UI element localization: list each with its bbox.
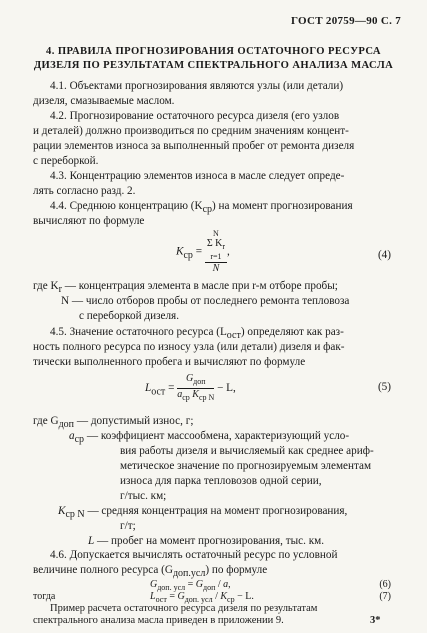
page-footer-marker: 3* <box>370 615 381 626</box>
where-5-line-3: вия работы дизеля и вычисляемый как среднее ариф- <box>120 445 374 457</box>
where-5-line-6: г/тыс. км; <box>120 490 167 502</box>
section-title-line-1: 4. ПРАВИЛА ПРОГНОЗИРОВАНИЯ ОСТАТОЧНОГО РЕСУРСА <box>46 46 381 57</box>
where-5-line-2: $a_{ср}$ — коэффициент массообмена, характеризующий усло- <box>69 430 350 446</box>
para-4-2-line-1: 4.2. Прогнозирование остаточного ресурса дизеля (его узлов <box>50 110 340 122</box>
where-5-line-8: г/т; <box>120 520 136 532</box>
where-4-line-1: где $K_r$ — концентрация элемента в масле при r-м отборе пробы; <box>33 280 338 296</box>
where-5-line-5: износа для парка тепловозов одной серии, <box>120 475 322 487</box>
formula-7: $L_{ост} = G_{доп. усл} / K_{ср} - L$. <box>150 591 254 604</box>
para-4-5-line-3: тически выполненного пробега и вычисляют по формуле <box>33 356 306 368</box>
para-4-5-line-2: ность полного ресурса по износу узла (или детали) дизеля и фак- <box>33 341 345 353</box>
para-4-3-line-2: лять согласно разд. 2. <box>33 185 136 197</box>
where-4-line-3: с переборкой дизеля. <box>79 310 179 322</box>
where-5-line-9: L — пробег на момент прогнозирования, тыс. км. <box>88 535 325 547</box>
formula-5-fraction: $\frac{G_{доп}}{a_{ср} K_{ср N}}$ <box>177 373 215 402</box>
formula-4-number: (4) <box>377 249 391 261</box>
formula-6-number: (6) <box>379 579 391 590</box>
para-4-3-line-1: 4.3. Концентрацию элементов износа в масле следует опреде- <box>50 170 345 182</box>
para-4-6-line-2: величине полного ресурса $(G_{доп.усл})$ по формуле <box>33 564 268 580</box>
closing-line-2: спектрального анализа масла приведен в приложении 9. <box>33 615 284 626</box>
where-5-line-7: $K_{ср N}$ — средняя концентрация на момент прогнозирования, <box>58 505 348 521</box>
where-4-line-2: N — число отборов пробы от последнего ремонта тепловоза <box>61 295 350 307</box>
para-4-1-line-2: дизеля, смазываемые маслом. <box>33 95 175 107</box>
formula-6: $G_{доп. усл} = G_{доп} / a$, <box>150 579 231 592</box>
formula-7-lead: тогда <box>33 591 56 602</box>
para-4-1-line-1: 4.1. Объектами прогнозирования являются узлы (или детали) <box>50 80 344 92</box>
para-4-5-line-1: 4.5. Значение остаточного ресурса $(L_{ост})$ определяют как раз- <box>50 326 344 342</box>
para-4-2-line-2: и деталей) должно производиться по средним значениям концент- <box>33 125 349 137</box>
formula-7-number: (7) <box>379 591 391 602</box>
page-header: ГОСТ 20759—90 С. 7 <box>290 15 401 27</box>
para-4-4-line-2: вычисляют по формуле <box>33 215 145 227</box>
formula-4: $K_{ср}$ = N Σ $K_r$ r=1 N , <box>176 229 230 274</box>
where-5-line-1: где $G_{доп}$ — допустимый износ, г; <box>33 415 194 431</box>
formula-5: $L_{ост}$ = $\frac{G_{доп}}{a_{ср} K_{ср N}}$ − L, <box>145 373 236 402</box>
para-4-2-line-3: рации элементов износа за выполненный пробег от ремонта дизеля <box>33 140 355 152</box>
formula-4-fraction: N Σ $K_r$ r=1 N <box>206 229 226 274</box>
section-title-line-2: ДИЗЕЛЯ ПО РЕЗУЛЬТАТАМ СПЕКТРАЛЬНОГО АНАЛИЗА МАСЛА <box>33 60 394 71</box>
para-4-4-line-1: 4.4. Среднюю концентрацию $(K_{ср})$ на момент прогнозирования <box>50 200 353 216</box>
where-5-line-4: метическое значение по прогнозируемым элементам <box>120 460 372 472</box>
para-4-6-line-1: 4.6. Допускается вычислять остаточный ресурс по условной <box>50 549 338 561</box>
para-4-2-line-4: с переборкой. <box>33 155 99 167</box>
formula-5-number: (5) <box>377 381 391 393</box>
closing-line-1: Пример расчета остаточного ресурса дизеля по результатам <box>50 603 318 614</box>
